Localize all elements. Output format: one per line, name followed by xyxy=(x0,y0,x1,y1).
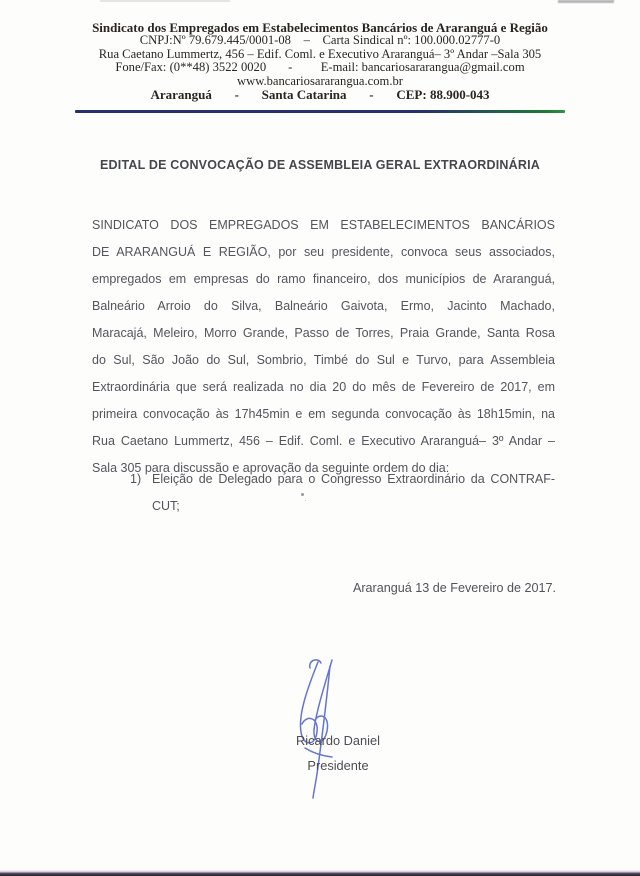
registration-line: CNPJ:Nº 79.679.445/0001-08 – Carta Sindical nº: 100.000.02777-0 xyxy=(139,33,501,48)
agenda-line: Eleição de Delegado para o Congresso Extraordinário da CONTRAF- xyxy=(152,472,555,486)
agenda-item xyxy=(130,466,555,520)
org-name: Sindicato dos Empregados em Estabelecimentos Bancários de Araranguá e Região xyxy=(92,20,548,35)
agenda-marker: 1) xyxy=(130,472,142,486)
date-line: Araranguá 13 de Fevereiro de 2017. xyxy=(352,581,556,595)
body-line: Balneário Arroio do Silva, Balneário Gaivota, Ermo, Jacinto Machado, xyxy=(92,299,555,313)
phone-email-line: Fone/Fax: (0**48) 3522 0020 - E-mail: bancariosararangua@gmail.com xyxy=(115,60,525,75)
signatory-role: Presidente xyxy=(307,758,369,773)
signature-scribble xyxy=(280,652,400,802)
header-divider-rule xyxy=(75,110,565,113)
address-line: Rua Caetano Lummertz, 456 – Edif. Coml. e Executivo Araranguá– 3º Andar –Sala 305 xyxy=(98,46,542,61)
body-line: Sala 305 para discussão e aprovação da seguinte ordem do dia: xyxy=(92,461,450,475)
body-line: Maracajá, Meleiro, Morro Grande, Passo de Torres, Praia Grande, Santa Rosa xyxy=(92,326,555,340)
body-line: primeira convocação às 17h45min e em segunda convocação às 18h15min, na xyxy=(92,407,555,421)
body-line: DE ARARANGUÁ E REGIÃO, por seu presidente, convoca seus associados, xyxy=(92,245,555,259)
signatory-name: Ricardo Daniel xyxy=(296,733,380,748)
location-line: Araranguá - Santa Catarina - CEP: 88.900-043 xyxy=(150,87,490,103)
body-line: empregados em empresas do ramo financeiro, dos municípios de Araranguá, xyxy=(92,272,555,286)
letterhead xyxy=(0,21,640,101)
body-line: Rua Caetano Lummertz, 456 – Edif. Coml. e Executivo Araranguá– 3º Andar – xyxy=(92,434,555,448)
body-line: SINDICATO DOS EMPREGADOS EM ESTABELECIMENTOS BANCÁRIOS xyxy=(92,218,555,232)
body-paragraph xyxy=(92,212,555,482)
agenda-text xyxy=(152,466,555,520)
scan-speck xyxy=(301,493,304,496)
agenda-line: CUT; xyxy=(152,499,180,513)
body-line: do Sul, São João do Sul, Sombrio, Timbé do Sul e Turvo, para Assembleia xyxy=(92,353,555,367)
document-title: EDITAL DE CONVOCAÇÃO DE ASSEMBLEIA GERAL EXTRAORDINÁRIA xyxy=(100,158,540,172)
scan-edge-artifact xyxy=(0,870,640,876)
scan-smudge-top-left xyxy=(100,0,230,2)
scan-smudge-top-right xyxy=(558,0,614,3)
body-line: Extraordinária que será realizada no dia 20 do mês de Fevereiro de 2017, em xyxy=(92,380,555,394)
website-line: www.bancariosararangua.com.br xyxy=(237,73,403,88)
